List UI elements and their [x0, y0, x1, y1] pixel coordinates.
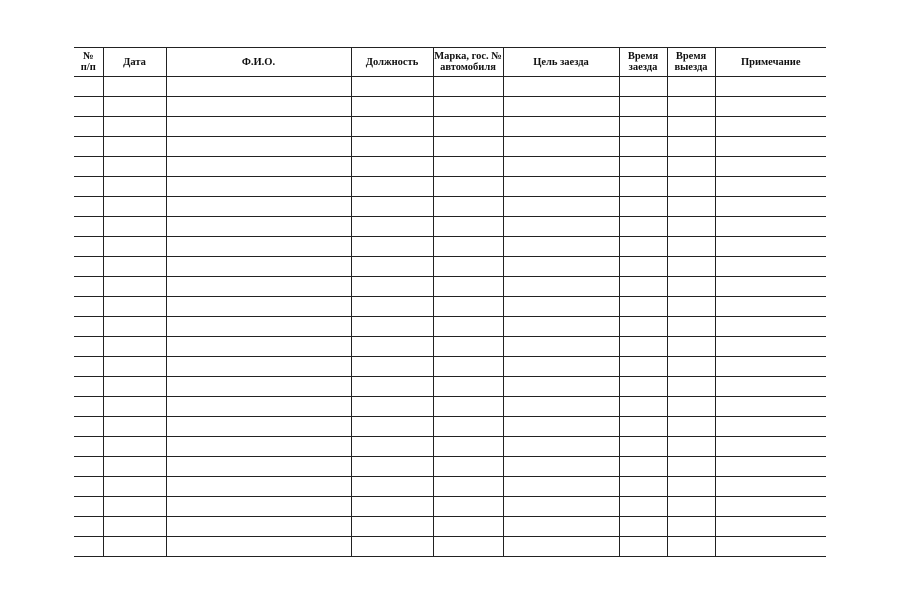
table-cell[interactable] — [619, 257, 667, 277]
table-cell[interactable] — [619, 157, 667, 177]
table-cell[interactable] — [166, 197, 351, 217]
table-cell[interactable] — [74, 157, 103, 177]
table-cell[interactable] — [351, 257, 433, 277]
table-cell[interactable] — [166, 137, 351, 157]
table-cell[interactable] — [503, 297, 619, 317]
table-cell[interactable] — [166, 117, 351, 137]
table-cell[interactable] — [715, 357, 826, 377]
table-row — [74, 537, 826, 557]
table-cell[interactable] — [103, 157, 166, 177]
table-row — [74, 217, 826, 237]
column-header-note: Примечание — [715, 48, 826, 77]
table-cell[interactable] — [619, 457, 667, 477]
table-cell[interactable] — [103, 257, 166, 277]
table-cell[interactable] — [715, 317, 826, 337]
table-cell[interactable] — [166, 277, 351, 297]
table-row — [74, 457, 826, 477]
table-cell[interactable] — [667, 417, 715, 437]
table-cell[interactable] — [433, 377, 503, 397]
table-cell[interactable] — [715, 257, 826, 277]
table-cell[interactable] — [667, 297, 715, 317]
table-cell[interactable] — [667, 497, 715, 517]
table-cell[interactable] — [351, 77, 433, 97]
table-cell[interactable] — [103, 337, 166, 357]
table-cell[interactable] — [503, 477, 619, 497]
table-cell[interactable] — [715, 217, 826, 237]
column-header-exit-time: Время выезда — [667, 48, 715, 77]
table-cell[interactable] — [715, 417, 826, 437]
table-cell[interactable] — [619, 77, 667, 97]
table-cell[interactable] — [351, 297, 433, 317]
table-cell[interactable] — [503, 357, 619, 377]
table-row — [74, 437, 826, 457]
table-cell[interactable] — [103, 377, 166, 397]
table-cell[interactable] — [166, 417, 351, 437]
table-cell[interactable] — [103, 317, 166, 337]
table-cell[interactable] — [74, 397, 103, 417]
table-cell[interactable] — [619, 437, 667, 457]
table-cell[interactable] — [433, 197, 503, 217]
table-cell[interactable] — [433, 277, 503, 297]
table-cell[interactable] — [619, 497, 667, 517]
table-row — [74, 137, 826, 157]
table-cell[interactable] — [667, 397, 715, 417]
table-cell[interactable] — [715, 497, 826, 517]
table-cell[interactable] — [166, 477, 351, 497]
table-cell[interactable] — [74, 337, 103, 357]
column-header-date: Дата — [103, 48, 166, 77]
table-row — [74, 337, 826, 357]
column-header-number: № п/п — [74, 48, 103, 77]
table-cell[interactable] — [351, 117, 433, 137]
table-cell[interactable] — [351, 397, 433, 417]
table-cell[interactable] — [667, 97, 715, 117]
table-cell[interactable] — [715, 477, 826, 497]
table-cell[interactable] — [74, 437, 103, 457]
table-cell[interactable] — [433, 297, 503, 317]
table-cell[interactable] — [74, 357, 103, 377]
table-cell[interactable] — [503, 457, 619, 477]
table-cell[interactable] — [619, 237, 667, 257]
table-cell[interactable] — [433, 437, 503, 457]
table-cell[interactable] — [667, 77, 715, 97]
table-cell[interactable] — [715, 537, 826, 557]
table-cell[interactable] — [503, 497, 619, 517]
table-cell[interactable] — [619, 377, 667, 397]
table-cell[interactable] — [619, 97, 667, 117]
table-cell[interactable] — [103, 297, 166, 317]
table-cell[interactable] — [619, 317, 667, 337]
table-row — [74, 257, 826, 277]
table-cell[interactable] — [74, 537, 103, 557]
table-cell[interactable] — [619, 337, 667, 357]
table-cell[interactable] — [103, 137, 166, 157]
table-cell[interactable] — [103, 237, 166, 257]
table-cell[interactable] — [166, 517, 351, 537]
table-cell[interactable] — [667, 157, 715, 177]
table-cell[interactable] — [715, 437, 826, 457]
table-cell[interactable] — [619, 517, 667, 537]
table-cell[interactable] — [103, 97, 166, 117]
table-cell[interactable] — [503, 337, 619, 357]
table-cell[interactable] — [619, 357, 667, 377]
table-cell[interactable] — [503, 117, 619, 137]
table-row — [74, 377, 826, 397]
table-cell[interactable] — [103, 537, 166, 557]
table-cell[interactable] — [619, 297, 667, 317]
table-cell[interactable] — [503, 537, 619, 557]
table-cell[interactable] — [667, 377, 715, 397]
column-header-position: Должность — [351, 48, 433, 77]
table-cell[interactable] — [351, 417, 433, 437]
table-row — [74, 417, 826, 437]
table-cell[interactable] — [103, 437, 166, 457]
table-cell[interactable] — [667, 197, 715, 217]
table-cell[interactable] — [166, 217, 351, 237]
table-cell[interactable] — [103, 217, 166, 237]
table-cell[interactable] — [74, 277, 103, 297]
table-cell[interactable] — [503, 177, 619, 197]
table-row — [74, 157, 826, 177]
table-cell[interactable] — [433, 177, 503, 197]
table-row — [74, 297, 826, 317]
column-header-vehicle: Марка, гос. № автомобиля — [433, 48, 503, 77]
table-cell[interactable] — [619, 537, 667, 557]
table-cell[interactable] — [74, 177, 103, 197]
table-cell[interactable] — [667, 337, 715, 357]
table-cell[interactable] — [74, 237, 103, 257]
table-cell[interactable] — [503, 77, 619, 97]
table-cell[interactable] — [715, 97, 826, 117]
table-cell[interactable] — [715, 297, 826, 317]
table-cell[interactable] — [166, 77, 351, 97]
table-row — [74, 397, 826, 417]
table-cell[interactable] — [715, 517, 826, 537]
table-cell[interactable] — [667, 137, 715, 157]
table-cell[interactable] — [103, 417, 166, 437]
table-cell[interactable] — [166, 237, 351, 257]
table-cell[interactable] — [715, 177, 826, 197]
table-cell[interactable] — [351, 217, 433, 237]
table-cell[interactable] — [103, 477, 166, 497]
table-cell[interactable] — [74, 497, 103, 517]
table-cell[interactable] — [103, 277, 166, 297]
table-cell[interactable] — [715, 337, 826, 357]
table-cell[interactable] — [619, 477, 667, 497]
table-cell[interactable] — [74, 217, 103, 237]
table-cell[interactable] — [667, 217, 715, 237]
table-cell[interactable] — [715, 197, 826, 217]
table-row — [74, 97, 826, 117]
table-cell[interactable] — [166, 397, 351, 417]
table-cell[interactable] — [433, 117, 503, 137]
table-row — [74, 517, 826, 537]
table-cell[interactable] — [503, 97, 619, 117]
table-cell[interactable] — [619, 117, 667, 137]
table-cell[interactable] — [74, 457, 103, 477]
table-cell[interactable] — [351, 437, 433, 457]
table-cell[interactable] — [351, 137, 433, 157]
vehicle-entry-log-sheet — [74, 47, 826, 557]
table-cell[interactable] — [619, 137, 667, 157]
table-cell[interactable] — [503, 317, 619, 337]
table-cell[interactable] — [74, 417, 103, 437]
column-header-full-name: Ф.И.О. — [166, 48, 351, 77]
table-cell[interactable] — [433, 237, 503, 257]
table-cell[interactable] — [715, 237, 826, 257]
table-cell[interactable] — [433, 477, 503, 497]
table-cell[interactable] — [619, 217, 667, 237]
table-cell[interactable] — [433, 537, 503, 557]
table-cell[interactable] — [74, 257, 103, 277]
table-body — [74, 77, 826, 557]
table-cell[interactable] — [166, 157, 351, 177]
table-cell[interactable] — [715, 457, 826, 477]
table-row — [74, 77, 826, 97]
table-cell[interactable] — [503, 217, 619, 237]
table-cell[interactable] — [715, 77, 826, 97]
table-row — [74, 477, 826, 497]
table-cell[interactable] — [433, 357, 503, 377]
table-cell[interactable] — [619, 417, 667, 437]
table-cell[interactable] — [74, 297, 103, 317]
table-cell[interactable] — [715, 117, 826, 137]
table-cell[interactable] — [103, 197, 166, 217]
table-cell[interactable] — [667, 117, 715, 137]
table-cell[interactable] — [433, 257, 503, 277]
table-cell[interactable] — [351, 177, 433, 197]
table-cell[interactable] — [103, 357, 166, 377]
table-cell[interactable] — [351, 317, 433, 337]
table-cell[interactable] — [166, 437, 351, 457]
table-cell[interactable] — [166, 457, 351, 477]
table-cell[interactable] — [503, 137, 619, 157]
table-row — [74, 237, 826, 257]
table-cell[interactable] — [166, 537, 351, 557]
table-cell[interactable] — [166, 317, 351, 337]
table-cell[interactable] — [74, 377, 103, 397]
table-cell[interactable] — [433, 217, 503, 237]
table-cell[interactable] — [351, 277, 433, 297]
table-cell[interactable] — [166, 377, 351, 397]
table-cell[interactable] — [351, 237, 433, 257]
table-cell[interactable] — [667, 357, 715, 377]
table-cell[interactable] — [433, 137, 503, 157]
table-cell[interactable] — [667, 317, 715, 337]
table-cell[interactable] — [351, 157, 433, 177]
table-cell[interactable] — [667, 477, 715, 497]
table-cell[interactable] — [351, 97, 433, 117]
table-cell[interactable] — [74, 197, 103, 217]
table-cell[interactable] — [351, 357, 433, 377]
table-cell[interactable] — [103, 457, 166, 477]
table-cell[interactable] — [351, 337, 433, 357]
table-cell[interactable] — [103, 177, 166, 197]
table-cell[interactable] — [433, 77, 503, 97]
column-header-purpose: Цель заезда — [503, 48, 619, 77]
column-header-entry-time: Время заезда — [619, 48, 667, 77]
table-cell[interactable] — [503, 397, 619, 417]
table-cell[interactable] — [433, 517, 503, 537]
table-cell[interactable] — [74, 117, 103, 137]
table-cell[interactable] — [667, 177, 715, 197]
table-cell[interactable] — [503, 237, 619, 257]
table-cell[interactable] — [103, 397, 166, 417]
table-cell[interactable] — [166, 337, 351, 357]
table-cell[interactable] — [503, 437, 619, 457]
table-cell[interactable] — [667, 437, 715, 457]
table-cell[interactable] — [74, 137, 103, 157]
table-cell[interactable] — [103, 77, 166, 97]
table-cell[interactable] — [351, 197, 433, 217]
table-cell[interactable] — [166, 497, 351, 517]
table-cell[interactable] — [166, 297, 351, 317]
table-cell[interactable] — [74, 477, 103, 497]
table-cell[interactable] — [503, 277, 619, 297]
vehicle-entry-log-table — [74, 47, 826, 557]
table-cell[interactable] — [667, 457, 715, 477]
table-cell[interactable] — [619, 277, 667, 297]
table-row — [74, 197, 826, 217]
table-cell[interactable] — [433, 397, 503, 417]
table-cell[interactable] — [715, 397, 826, 417]
table-cell[interactable] — [351, 457, 433, 477]
table-cell[interactable] — [619, 177, 667, 197]
table-cell[interactable] — [433, 97, 503, 117]
table-cell[interactable] — [619, 197, 667, 217]
table-cell[interactable] — [433, 457, 503, 477]
table-cell[interactable] — [715, 157, 826, 177]
table-cell[interactable] — [351, 477, 433, 497]
table-cell[interactable] — [74, 77, 103, 97]
table-row — [74, 117, 826, 137]
table-cell[interactable] — [103, 497, 166, 517]
table-cell[interactable] — [667, 537, 715, 557]
table-header-row — [74, 48, 826, 77]
table-cell[interactable] — [503, 197, 619, 217]
table-cell[interactable] — [667, 237, 715, 257]
table-cell[interactable] — [503, 377, 619, 397]
table-cell[interactable] — [166, 177, 351, 197]
table-row — [74, 357, 826, 377]
table-cell[interactable] — [166, 257, 351, 277]
table-cell[interactable] — [103, 117, 166, 137]
table-cell[interactable] — [667, 257, 715, 277]
table-cell[interactable] — [351, 377, 433, 397]
table-cell[interactable] — [74, 317, 103, 337]
table-cell[interactable] — [433, 317, 503, 337]
table-cell[interactable] — [715, 377, 826, 397]
table-cell[interactable] — [503, 257, 619, 277]
table-cell[interactable] — [433, 497, 503, 517]
table-cell[interactable] — [715, 277, 826, 297]
table-cell[interactable] — [351, 517, 433, 537]
table-cell[interactable] — [715, 137, 826, 157]
table-cell[interactable] — [166, 97, 351, 117]
table-cell[interactable] — [74, 97, 103, 117]
table-cell[interactable] — [433, 337, 503, 357]
table-cell[interactable] — [433, 417, 503, 437]
table-row — [74, 177, 826, 197]
table-cell[interactable] — [74, 517, 103, 537]
table-cell[interactable] — [351, 497, 433, 517]
table-cell[interactable] — [433, 157, 503, 177]
table-cell[interactable] — [619, 397, 667, 417]
table-cell[interactable] — [667, 517, 715, 537]
table-row — [74, 497, 826, 517]
table-cell[interactable] — [166, 357, 351, 377]
table-cell[interactable] — [667, 277, 715, 297]
table-cell[interactable] — [103, 517, 166, 537]
table-cell[interactable] — [503, 417, 619, 437]
table-cell[interactable] — [351, 537, 433, 557]
table-row — [74, 277, 826, 297]
table-cell[interactable] — [503, 517, 619, 537]
table-row — [74, 317, 826, 337]
table-cell[interactable] — [503, 157, 619, 177]
